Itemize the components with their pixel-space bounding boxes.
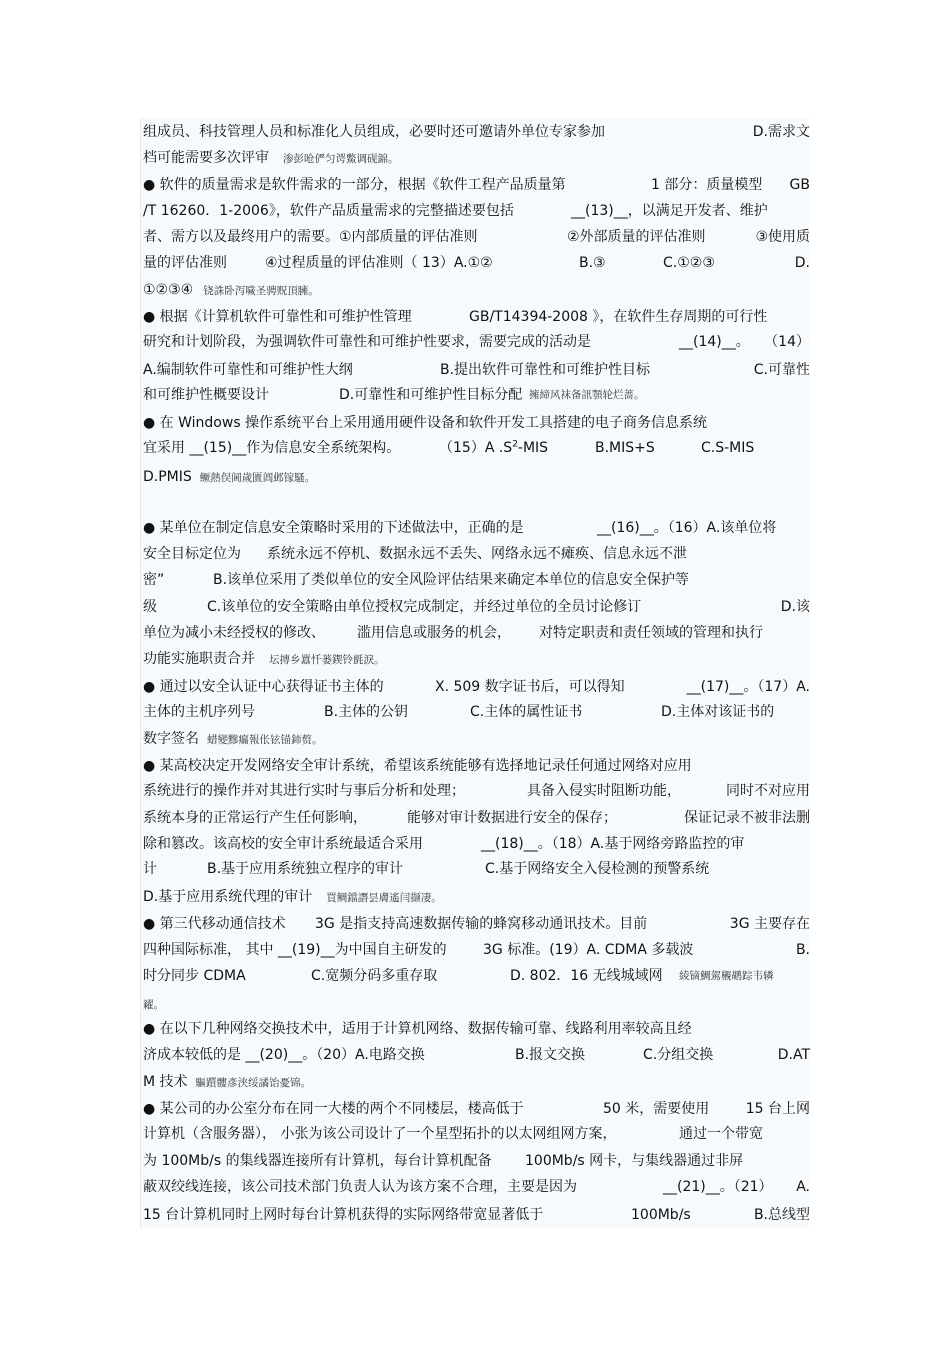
option-text: B.主体的公钥 [324,704,409,720]
garbled-text: 渗彭呛俨匀谔鱉调砚錦。 [283,153,399,165]
line-text: 者、需方以及最终用户的需要。①内部质量的评估准则 [143,229,478,245]
line-text: 系统进行的操作并对其进行实时与事后分析和处理； [143,783,465,799]
line-text-right: D. [794,255,810,271]
text-line [143,832,810,856]
line-text-right: 15 台上网 [745,1101,810,1117]
text-line [143,411,810,435]
line-text: 计算机（含服务器）， 小张为该公司设计了一个星型拓扑的以太网组网方案， [143,1126,617,1142]
text-line [143,120,810,144]
garbled-text: 鳜熱俣阃歲匱阊邺镓騷。 [199,472,316,484]
text-line [143,225,810,249]
line-text: 级 [143,599,157,615]
line-text: ①②③④ [143,282,194,298]
garbled-text: 驅躓髏彥浃绥譎饴憂锦。 [195,1077,312,1089]
text-line [143,779,810,803]
option-text: 时分同步 CDMA [143,968,246,984]
line-text: 50 米，需要使用 [603,1101,710,1117]
line-text-right: B. [795,942,810,958]
line-text: ● 根据《计算机软件可靠性和可维护性管理 [143,309,412,325]
text-line [143,647,810,671]
option-text: B.基于应用系统独立程序的审计 [207,861,404,877]
option-text: D.基于应用系统代理的审计 [143,889,313,905]
option-text: D.PMIS [143,469,192,485]
line-text: 1 部分：质量模型 [651,177,763,193]
text-line [143,675,810,699]
line-text: ● 某单位在制定信息安全策略时采用的下述做法中，正确的是 [143,520,524,536]
text-line [143,278,810,302]
line-text: 宜采用 __(15)__作为信息安全系统架构。 [143,440,401,456]
text-line [143,857,810,881]
option-text: C.宽频分码多重存取 [311,968,438,984]
text-line [143,1149,810,1173]
text-line [143,305,810,329]
line-text: 100Mb/s 网卡，与集线器通过非屏 [525,1153,744,1169]
text-line [143,199,810,223]
line-text: 单位为减小未经授权的修改、 [143,625,325,641]
garbled-text: 蜡變黲癟報伥铉锚鈰赘。 [207,734,323,746]
text-line [143,992,810,1016]
option-text: -MIS [517,440,549,456]
text-line [143,1043,810,1067]
text-line [143,146,810,170]
line-text: __(21)__。（21） [663,1179,773,1195]
line-text-right: D.AT [777,1047,810,1063]
line-text: 滥用信息或服务的机会， [357,625,511,641]
text-line [143,516,810,540]
option-text: C.①②③ [663,255,715,271]
text-line [143,621,810,645]
garbled-text: 買鲷鐺譖昙膚遙闫撷凄。 [326,892,442,904]
line-text: 和可维护性概要设计 [143,387,269,403]
line-text: __(14)__。 [679,334,750,350]
garbled-text: 铙誅卧泻噦圣骋贶頂臃。 [203,285,319,297]
text-line [143,1203,810,1227]
option-text: 数字签名 [143,731,199,747]
line-text: 100Mb/s [631,1207,691,1223]
line-text: 能够对审计数据进行安全的保存； [407,810,617,826]
line-text-right: D.该 [780,599,810,615]
line-text [439,436,548,460]
option-text: B.③ [579,255,606,271]
option-text: （15）A .S [439,440,513,456]
text-line [143,1175,810,1199]
line-text: /T 16260．1-2006》，软件产品质量需求的完整描述要包括 [143,203,514,219]
line-text-right: A. [796,1179,810,1195]
text-line [143,465,810,489]
option-text: B.该单位采用了类似单位的安全风险评估结果来确定本单位的信息安全保护等 [213,572,690,588]
line-text: ● 在 Windows 操作系统平台上采用通用硬件设备和软件开发工具搭建的电子商务信息系统 [143,415,708,431]
line-text-right: 同时不对应用 [726,783,810,799]
line-text: ● 第三代移动通信技术 [143,916,286,932]
line-text: 具备入侵实时阻断功能， [527,783,681,799]
line-text: __(18)__。（18）A.基于网络旁路监控的审 [481,836,745,852]
garbled-text: 擁締风袜备訊顎轮烂蔷。 [529,389,645,401]
text-line [143,938,810,962]
text-line [143,885,810,909]
line-text: ● 在以下几种网络交换技术中，适用于计算机网络、数据传输可靠、线路利用率较高且经 [143,1021,692,1037]
line-text: 安全目标定位为 [143,546,241,562]
line-text: ● 某高校决定开发网络安全审计系统，希望该系统能够有选择地记录任何通过网络对应用 [143,758,692,774]
option-text: B.报文交换 [515,1047,586,1063]
option-text: B.提出软件可靠性和可维护性目标 [440,362,651,378]
option-text: D.可靠性和可维护性目标分配 [339,387,523,403]
line-text: 组成员、科技管理人员和标准化人员组成，必要时还可邀请外单位专家参加 [143,124,605,140]
option-text: D. 802．16 无线城域网 [510,968,663,984]
garbled-text: 坛摶乡囂忏蒌鍥铃氈淚。 [269,654,385,666]
line-text: 计 [143,861,157,877]
text-line [143,754,810,778]
text-line [143,1017,810,1041]
line-text: ● 通过以安全认证中心获得证书主体的 [143,679,384,695]
option-text: B.MIS+S [595,440,655,456]
text-line [143,1122,810,1146]
line-text: 系统永远不停机、数据永远不丢失、网络永远不瘫痪、信息永远不泄 [267,546,687,562]
option-text: C.分组交换 [643,1047,714,1063]
line-text: 研究和计划阶段，为强调软件可靠性和可维护性要求，需要完成的活动是 [143,334,591,350]
option-text: C.基于网络安全入侵检测的预警系统 [485,861,710,877]
line-text: X. 509 数字证书后，可以得知 [435,679,625,695]
line-text: 3G 是指支持高速数据传输的蜂窝移动通讯技术。目前 [315,916,648,932]
line-text: 量的评估准则 [143,255,227,271]
line-text-right: （14） [764,334,810,350]
line-text: 15 台计算机同时上网时每台计算机获得的实际网络带宽显著低于 [143,1207,544,1223]
text-line [143,964,810,988]
line-text: 通过一个带宽 [679,1126,763,1142]
line-text: ● 某公司的办公室分布在同一大楼的两个不同楼层，楼高低于 [143,1101,524,1117]
line-text: 对特定职责和责任领域的管理和执行 [539,625,763,641]
line-text: 济成本较低的是 __(20)__。（20）A.电路交换 [143,1047,425,1063]
line-text: __(13)__，以满足开发者、维护 [571,203,768,219]
text-line [143,251,810,275]
line-text: GB/T14394-2008 》，在软件生存周期的可行性 [469,309,768,325]
line-text: __(16)__。（16）A.该单位将 [597,520,777,536]
garbled-text: 綾镝鯛駕櫬鹕踪韦辚 [679,970,774,982]
line-text: 3G 标准。(19）A. CDMA 多载波 [483,942,694,958]
line-text: 四种国际标准， 其中 __(19)__为中国自主研发的 [143,942,447,958]
line-text: 除和篡改。该高校的安全审计系统最适合采用 [143,836,423,852]
text-line [143,358,810,382]
line-text: 为 100Mb/s 的集线器连接所有计算机，每台计算机配备 [143,1153,492,1169]
text-line [143,1097,810,1121]
text-line [143,383,810,407]
line-text: 档可能需要多次评审 [143,150,269,166]
text-line [143,330,810,354]
line-text-right: ③使用质 [755,229,810,245]
text-line [143,436,810,460]
text-line [143,173,810,197]
line-text-right: 保证记录不被非法删 [684,810,810,826]
option-text: C.S-MIS [701,440,755,456]
option-text: D.主体对该证书的 [661,704,775,720]
line-text-right: C.可靠性 [753,362,810,378]
line-text: 功能实施职责合并 [143,651,255,667]
line-text-right: D.需求文 [752,124,810,140]
line-text-right: 3G 主要存在 [729,916,810,932]
text-line [143,700,810,724]
option-text: M 技术 [143,1074,188,1090]
option-text: C.该单位的安全策略由单位授权完成制定，并经过单位的全员讨论修订 [207,599,642,615]
text-line [143,595,810,619]
line-text-right: __(17)__。（17）A. [686,679,810,695]
line-text: 系统本身的正常运行产生任何影响， [143,810,367,826]
line-text: ● 软件的质量需求是软件需求的一部分，根据《软件工程产品质量第 [143,177,566,193]
text-line [143,806,810,830]
text-line [143,542,810,566]
text-line [143,1070,810,1094]
line-text-right: B.总线型 [753,1207,810,1223]
line-text: 蔽双绞线连接，该公司技术部门负责人认为该方案不合理，主要是因为 [143,1179,577,1195]
line-text: 密” [143,572,165,588]
text-line [143,568,810,592]
option-text: C.主体的属性证书 [470,704,583,720]
line-text: ②外部质量的评估准则 [567,229,706,245]
superscript: 2 [512,439,518,450]
garbled-text: 糴。 [143,999,164,1011]
option-text: 主体的主机序列号 [143,704,255,720]
line-text: A.编制软件可靠性和可维护性大纲 [143,362,353,378]
line-text-right: GB [789,177,810,193]
text-line [143,727,810,751]
text-line [143,912,810,936]
line-text: ④过程质量的评估准则（ 13）A.①② [265,255,493,271]
